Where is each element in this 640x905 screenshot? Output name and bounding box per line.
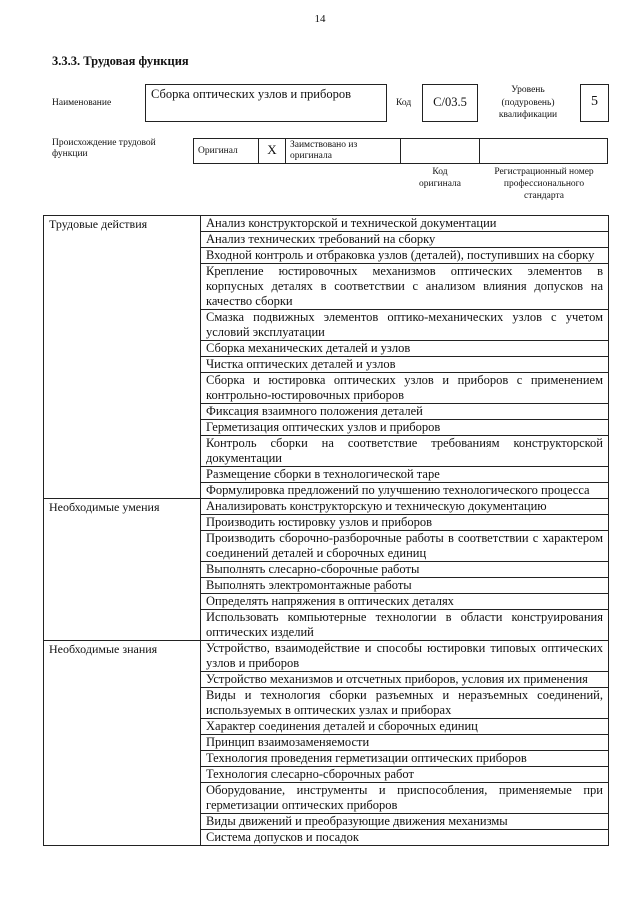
- borrowed-label-line: оригинала: [290, 151, 332, 161]
- list-item: Устройство механизмов и отсчетных приборов, условия их применения: [201, 671, 608, 687]
- list-item: Выполнять слесарно-сборочные работы: [201, 561, 608, 577]
- section-title: Трудовые действия: [44, 216, 201, 499]
- list-item: Входной контроль и отбраковка узлов (деталей), поступивших на сборку: [201, 247, 608, 263]
- level-label: [486, 84, 570, 122]
- list-item: Технология проведения герметизации оптических приборов: [201, 750, 608, 766]
- list-item: Выполнять электромонтажные работы: [201, 577, 608, 593]
- list-item: Анализ технических требований на сборку: [201, 231, 608, 247]
- level-value: 5: [580, 84, 609, 122]
- list-item: Принцип взаимозаменяемости: [201, 734, 608, 750]
- borrowed-label: [285, 138, 401, 164]
- list-item: Использовать компьютерные технологии в области конструирования оптических изделий: [201, 609, 608, 640]
- reg-number-caption: [478, 166, 610, 202]
- section-row: [44, 641, 609, 846]
- borrowed-label-line: Заимствовано из: [290, 140, 358, 150]
- origin-row: [193, 138, 608, 164]
- level-label-line: квалификации: [498, 110, 558, 120]
- section-items: [201, 499, 608, 640]
- list-item: Производить сборочно-разборочные работы в соответствии с характером соединений деталей и сборочных единиц: [201, 530, 608, 561]
- list-item: Контроль сборки на соответствие требованиям конструкторской документации: [201, 435, 608, 466]
- origin-label-line: Происхождение трудовой: [52, 138, 156, 148]
- section-title: Необходимые знания: [44, 641, 201, 846]
- section-items-cell: [201, 499, 609, 641]
- list-item: Крепление юстировочных механизмов оптических элементов в корпусных деталях в соответствии с анализом влияния допусков на качество сборки: [201, 263, 608, 309]
- list-item: Смазка подвижных элементов оптико-механических узлов с учетом условий эксплуатации: [201, 309, 608, 340]
- name-label: Наименование: [52, 98, 112, 108]
- table-body: [44, 216, 609, 846]
- list-item: Анализ конструкторской и технической документации: [206, 216, 497, 230]
- list-item: Система допусков и посадок: [201, 829, 608, 845]
- labor-function-table: [43, 215, 609, 846]
- original-label: Оригинал: [193, 138, 259, 164]
- level-label-line: Уровень: [511, 85, 545, 95]
- section-items-cell: [201, 216, 609, 499]
- origin-code-caption: [411, 166, 469, 190]
- list-item: Чистка оптических деталей и узлов: [201, 356, 608, 372]
- list-item: Фиксация взаимного положения деталей: [201, 403, 608, 419]
- caption-line: профессионального: [503, 179, 585, 189]
- section-row: [44, 216, 609, 499]
- list-item: Определять напряжения в оптических деталях: [201, 593, 608, 609]
- section-items: [201, 641, 608, 845]
- list-item: Анализировать конструкторскую и техническую документацию: [206, 499, 547, 513]
- list-item: Виды движений и преобразующие движения механизмы: [201, 813, 608, 829]
- list-item: Формулировка предложений по улучшению технологического процесса: [201, 482, 608, 498]
- name-value: Сборка оптических узлов и приборов: [145, 84, 387, 122]
- caption-line: оригинала: [419, 179, 461, 189]
- list-item: Сборка и юстировка оптических узлов и приборов с применением контрольно-юстировочных приборов: [201, 372, 608, 403]
- section-title: 3.3.3. Трудовая функция: [52, 54, 189, 68]
- level-label-line: (подуровень): [501, 97, 555, 108]
- code-label: Код: [396, 98, 412, 108]
- list-item: Сборка механических деталей и узлов: [201, 340, 608, 356]
- section-items: [201, 216, 608, 498]
- code-value: С/03.5: [422, 84, 478, 122]
- origin-label: [52, 138, 156, 160]
- origin-reg-cell: [479, 138, 608, 164]
- section-row: [44, 499, 609, 641]
- section-title: Необходимые умения: [44, 499, 201, 641]
- list-item: Размещение сборки в технологической таре: [201, 466, 608, 482]
- caption-line: Регистрационный номер: [494, 167, 594, 177]
- list-item: Виды и технология сборки разъемных и неразъемных соединений, используемых в оптических узлах и приборах: [201, 687, 608, 718]
- caption-line: Код: [432, 167, 448, 177]
- list-item: Характер соединения деталей и сборочных единиц: [201, 718, 608, 734]
- list-item: Герметизация оптических узлов и приборов: [201, 419, 608, 435]
- caption-line: стандарта: [524, 191, 564, 201]
- list-item: Технология слесарно-сборочных работ: [201, 766, 608, 782]
- section-items-cell: [201, 641, 609, 846]
- original-mark: X: [258, 138, 286, 164]
- list-item: Производить юстировку узлов и приборов: [201, 514, 608, 530]
- origin-code-cell: [400, 138, 480, 164]
- page-number: 14: [314, 13, 326, 25]
- origin-label-line: функции: [52, 149, 88, 159]
- list-item: Устройство, взаимодействие и способы юстировки типовых оптических узлов и приборов: [206, 641, 603, 670]
- list-item: Оборудование, инструменты и приспособления, применяемые при герметизации оптических приборов: [201, 782, 608, 813]
